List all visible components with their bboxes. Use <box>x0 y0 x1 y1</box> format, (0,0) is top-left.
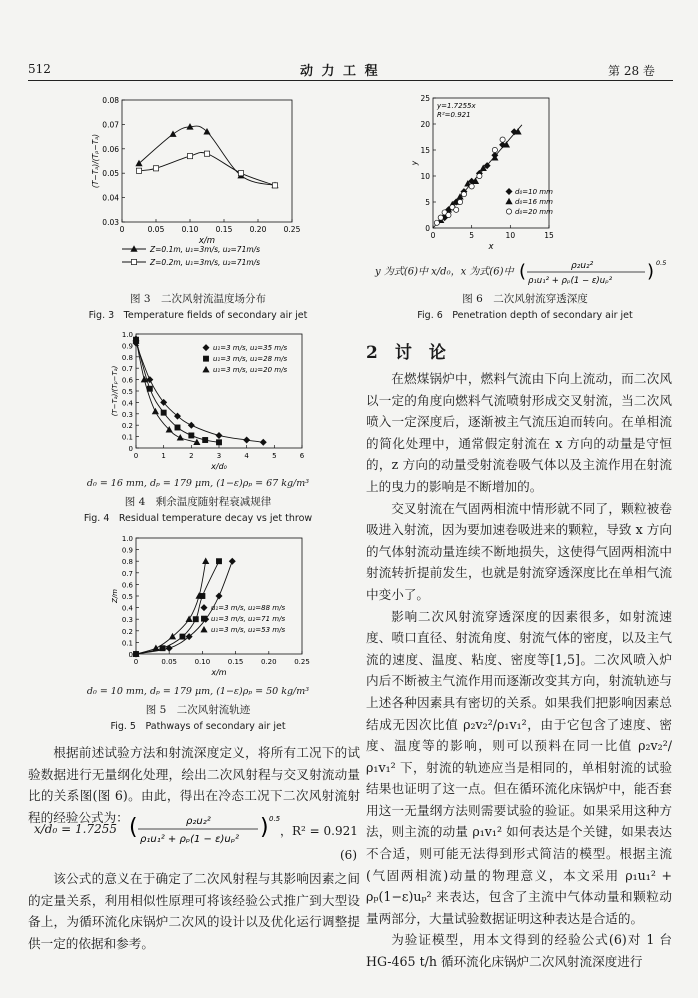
y-tick-label: 1.0 <box>121 331 133 339</box>
svg-text:): ) <box>260 815 269 840</box>
legend-label: Z=0.1m, u₁=3m/s, u₂=71m/s <box>150 245 261 254</box>
x-tick-label: 0.20 <box>249 225 267 234</box>
x-tick-label: 0.05 <box>161 658 177 666</box>
legend-label: u₁=3 m/s, u₂=71 m/s <box>211 615 286 623</box>
data-point <box>272 183 277 188</box>
svg-text:ρ₂u₂²: ρ₂u₂² <box>186 816 211 827</box>
data-point <box>177 435 183 440</box>
y-tick-label: 0.4 <box>121 399 133 408</box>
svg-text:): ) <box>646 261 654 282</box>
x-tick-label: 0.10 <box>194 658 211 666</box>
x-tick-label: 2 <box>189 452 194 460</box>
legend-marker <box>201 627 207 632</box>
fig5-parameters: d₀ = 10 mm, dₚ = 179 μm, (1−ε)ρₚ = 50 kg/m³ <box>86 686 310 697</box>
data-point <box>457 199 462 204</box>
data-point <box>153 645 159 650</box>
left-paragraph-1-text: 根据前述试验方法和射流深度定义，将所有工况下的试验数据进行无量纲化处理，绘出二次风射程与交叉射流动量比的关系图(图 6)。由此，得出在冷态工况下二次风射流射程的经验公式为： <box>28 745 360 825</box>
data-point <box>153 166 158 171</box>
y-tick-label: 1.0 <box>121 535 133 543</box>
fig6-caption-cn: 图 6 二次风射流穿透深度 <box>462 293 588 305</box>
legend-label: d₀=16 mm <box>515 198 553 206</box>
legend-marker <box>203 356 208 361</box>
svg-text:(: ( <box>518 261 526 282</box>
data-point <box>187 154 192 159</box>
section-heading: 2 讨 论 <box>366 343 446 363</box>
x-tick-label: 5 <box>272 452 277 460</box>
equation-6-fraction <box>126 812 281 848</box>
data-point <box>438 215 443 220</box>
legend-label: Z=0.2m, u₁=3m/s, u₂=71m/s <box>150 258 261 267</box>
data-point <box>492 147 497 152</box>
y-tick-label: 0.6 <box>121 581 133 590</box>
figure-3-chart <box>88 92 318 292</box>
x-tick-label: 0 <box>430 231 436 240</box>
y-tick-label: 0.4 <box>121 604 133 613</box>
y-tick-label: 0.5 <box>121 593 133 601</box>
legend-label: u₁=3 m/s, u₂=28 m/s <box>213 355 288 363</box>
data-point <box>434 220 439 225</box>
series-line <box>139 152 275 185</box>
left-paragraph-2 <box>28 868 360 954</box>
fig4-caption-cn: 图 4 剩余温度随射程衰减规律 <box>124 496 272 508</box>
plot-frame <box>122 100 292 222</box>
x-tick-label: 0.25 <box>283 225 301 234</box>
right-paragraph-1: 在燃煤锅炉中，燃料气流由下向上流动，而二次风以一定的角度向燃料气流喷射形成交叉射流，当二次风喷入一定深度后，逐渐被主气流压迫而转向。在单相流的简化处理中，通常假定射流在 x 方向的动量是守恒的，z 方向的动量受射流卷吸气体以及主流作用在射流上的曳力的影响是不断增加的。 <box>366 371 672 494</box>
fig3-caption-en: Fig. 3 Temperature fields of secondary air jet <box>88 310 308 321</box>
svg-text:0.5: 0.5 <box>269 815 281 823</box>
x-tick-label: 0.15 <box>227 658 244 666</box>
y-tick-label: 0.9 <box>121 546 133 555</box>
y-tick-label: 0.07 <box>102 120 119 130</box>
x-tick-label: 0 <box>119 225 125 234</box>
fig4-caption-en: Fig. 4 Residual temperature decay vs jet throw <box>83 513 313 524</box>
x-axis-label: x/d₀ <box>211 462 227 471</box>
fit-annotation: R²=0.921 <box>437 111 471 119</box>
legend-label: u₁=3 m/s, u₂=88 m/s <box>211 604 286 612</box>
x-tick-label: 15 <box>544 231 554 240</box>
y-tick-label: 0.7 <box>121 365 133 374</box>
right-body <box>366 368 672 973</box>
svg-text:ρ₂u₂²: ρ₂u₂² <box>570 261 594 271</box>
y-tick-label: 0.7 <box>121 569 133 578</box>
data-point <box>204 151 209 156</box>
legend-marker <box>201 605 207 611</box>
equation-6 <box>34 812 360 848</box>
x-tick-label: 4 <box>244 452 249 460</box>
svg-text:(: ( <box>129 815 138 840</box>
y-tick-label: 20 <box>420 120 430 129</box>
equation-6-r2: ，R² = 0.921 <box>280 824 358 838</box>
y-axis-label: (T−Tₐ)/(Tₚ−Tₐ) <box>111 365 119 417</box>
y-tick-label: 0.9 <box>121 342 133 351</box>
right-paragraph-3: 影响二次风射流穿透深度的因素很多，如射流速度、喷口直径、射流角度、射流气体的密度，以及主气流的速度、温度、粘度、密度等[1,5]。二次风喷入炉内后不断被主气流作用而逐渐改变其方向，射流轨迹与上述各种因素具有密切的关系。如果我们把影响因素总结成无因次比值 ρ₂v₂²/ρ₁v₁²，由于它包含了速度、密度、温度等的影响，则可以预料在同一比值 ρ₂v₂²/ρ₁v₁² 下，射流的轨迹应当是相同的，单相射流的试验结果也证明了这一点。但在循环流化床锅炉中，能否套用这一无量纲方法则需要试验的验证。如果采用这种方法，则主流的动量 ρ₁v₁² 如何表达是个关键，如果表达不合适，则可能无法得到形式简洁的模型。根据主流(气固两相流)动量的物理意义，本文采用 ρ₁u₁² + ρₚ(1−ε)uₚ² 来表达，包含了主流中气体动量和颗粒动量两部分，大量试验数据证明这种表达是合适的。 <box>366 608 672 926</box>
equation-6-number: (6) <box>340 848 357 862</box>
y-axis-label: Z/m <box>111 589 119 603</box>
legend-label: d₀=10 mm <box>515 188 553 196</box>
x-axis-label: x <box>488 242 494 252</box>
data-point <box>216 440 221 445</box>
data-point <box>260 439 266 445</box>
y-tick-label: 0.2 <box>121 627 133 636</box>
y-tick-label: 0.1 <box>121 433 133 442</box>
legend-label: u₁=3 m/s, u₂=53 m/s <box>211 626 286 634</box>
data-point <box>244 437 250 443</box>
x-tick-label: 0 <box>133 452 139 460</box>
fig4-parameters: d₀ = 16 mm, dₚ = 179 μm, (1−ε)ρₚ = 67 kg/m³ <box>86 478 310 489</box>
data-point <box>160 646 165 651</box>
data-point <box>147 386 152 391</box>
svg-text:0.5: 0.5 <box>655 259 667 267</box>
fig5-caption-cn: 图 5 二次风射流轨迹 <box>145 704 251 716</box>
data-point <box>189 433 194 438</box>
data-point <box>193 617 198 622</box>
legend-label: d₀=20 mm <box>515 208 553 216</box>
svg-text:ρ₁u₁² + ρₚ(1 − ε)uₚ²: ρ₁u₁² + ρₚ(1 − ε)uₚ² <box>140 834 240 845</box>
data-point <box>477 173 482 178</box>
y-tick-label: 0.8 <box>121 353 133 362</box>
equation-6-lhs: x/d₀ = 1.7255 <box>34 822 117 836</box>
legend-marker <box>201 616 206 621</box>
data-point <box>500 137 505 142</box>
x-tick-label: 6 <box>299 452 305 460</box>
legend-marker <box>506 199 512 204</box>
x-axis-label: x/m <box>198 236 216 246</box>
legend-marker <box>203 367 209 372</box>
data-point <box>175 425 180 430</box>
data-point <box>461 192 466 197</box>
x-axis-label: x/m <box>211 668 227 677</box>
data-point <box>203 437 208 442</box>
y-tick-label: 0.8 <box>121 558 133 567</box>
data-point <box>186 616 192 621</box>
series-line <box>136 561 206 654</box>
right-paragraph-2: 交叉射流在气固两相流中情形就不同了，颗粒被卷吸进入射流，因为要加速卷吸进来的颗粒，导致 x 方向的气体射流动量连续不断地损失，这使得气固两相流中射流转折提前发生，也就是射流穿透深度比在单相气流中变小了。 <box>366 500 672 602</box>
data-point <box>203 558 209 563</box>
legend-marker <box>131 259 136 264</box>
data-point <box>446 212 451 217</box>
legend-marker <box>506 189 512 195</box>
y-tick-label: 0.06 <box>102 144 119 154</box>
x-tick-label: 0 <box>133 658 139 666</box>
y-tick-label: 0.3 <box>121 410 133 419</box>
data-point <box>188 422 194 428</box>
fig6-axis-note <box>375 258 675 286</box>
data-point <box>469 184 474 189</box>
data-point <box>170 131 176 136</box>
legend-marker <box>506 209 511 214</box>
svg-text:ρ₁u₁² + ρₚ(1 − ε)uₚ²: ρ₁u₁² + ρₚ(1 − ε)uₚ² <box>527 276 612 286</box>
y-axis-label: y <box>410 160 419 166</box>
x-tick-label: 0.25 <box>294 658 310 666</box>
right-paragraph-4: 为验证模型，用本文得到的经验公式(6)对 1 台 HG-465 t/h 循环流化床锅炉二次风射流深度进行 <box>366 932 672 970</box>
header-rule <box>28 80 673 81</box>
y-tick-label: 0.3 <box>121 616 133 625</box>
volume-label: 第 28 卷 <box>608 64 655 78</box>
data-point <box>238 171 243 176</box>
y-tick-label: 0.04 <box>102 193 119 203</box>
data-point <box>216 432 222 438</box>
data-point <box>180 634 185 639</box>
left-paragraph-2-text: 该公式的意义在于确定了二次风射程与其影响因素之间的定量关系，利用相似性原理可将该经验公式推广到大型设备上，为循环流化床锅炉二次风的设计以及优化运行调整提供一定的依据和参考。 <box>28 871 360 951</box>
data-point <box>161 410 166 415</box>
fit-annotation: y=1.7255x <box>437 102 476 110</box>
legend-label: u₁=3 m/s, u₂=20 m/s <box>213 366 288 374</box>
data-point <box>454 207 459 212</box>
y-tick-label: 0.2 <box>121 422 133 431</box>
x-tick-label: 0.15 <box>215 225 233 234</box>
x-tick-label: 0.05 <box>147 225 165 234</box>
y-tick-label: 5 <box>425 198 430 207</box>
y-tick-label: 0.05 <box>102 169 119 179</box>
fig6-axis-note-fraction <box>517 258 667 286</box>
x-tick-label: 0.10 <box>181 225 199 234</box>
y-tick-label: 0.1 <box>121 639 133 648</box>
data-point <box>216 559 221 564</box>
x-tick-label: 3 <box>216 452 222 460</box>
fig6-caption-en: Fig. 6 Penetration depth of secondary air jet <box>417 310 633 321</box>
y-tick-label: 15 <box>420 146 430 155</box>
y-tick-label: 0.6 <box>121 376 133 385</box>
x-tick-label: 1 <box>161 452 166 460</box>
y-tick-label: 0.08 <box>102 96 119 105</box>
legend-label: u₁=3 m/s, u₂=35 m/s <box>213 344 288 352</box>
y-tick-label: 25 <box>420 94 430 103</box>
y-tick-label: 0.5 <box>121 388 133 396</box>
y-axis-label: (T−Tₐ)/(Tₚ−Tₐ) <box>91 133 100 189</box>
y-tick-label: 0 <box>128 445 133 453</box>
data-point <box>152 409 158 414</box>
series-line <box>136 339 197 443</box>
fig3-caption-cn: 图 3 二次风射流温度场分布 <box>129 293 267 305</box>
fig5-caption-en: Fig. 5 Pathways of secondary air jet <box>110 721 286 732</box>
y-tick-label: 10 <box>420 172 430 181</box>
x-tick-label: 5 <box>469 231 475 240</box>
data-point <box>229 558 235 564</box>
page-number: 512 <box>28 62 51 76</box>
fig6-axis-note-text: y 为式(6)中 x/d₀，x 为式(6)中 <box>375 266 514 278</box>
x-tick-label: 0.20 <box>261 658 277 666</box>
data-point <box>216 593 222 599</box>
figure-4-chart <box>110 328 320 478</box>
figure-5-chart <box>110 532 320 684</box>
x-tick-label: 10 <box>505 231 516 240</box>
data-point <box>136 168 141 173</box>
figure-6-chart <box>405 92 605 252</box>
y-tick-label: 0.03 <box>102 218 119 227</box>
y-tick-label: 0 <box>425 224 430 233</box>
legend-marker <box>203 345 209 351</box>
journal-name: 动 力 工 程 <box>300 64 380 79</box>
y-tick-label: 0 <box>128 651 133 659</box>
